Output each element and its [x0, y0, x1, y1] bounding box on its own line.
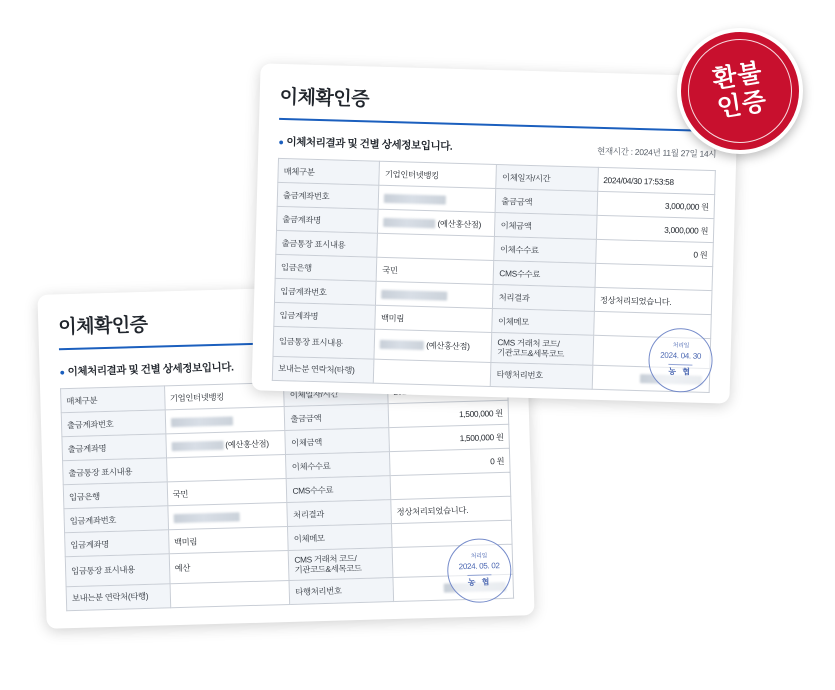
- row-value-withdraw-amount: 3,000,000 원: [597, 191, 715, 218]
- redacted-mask: [171, 441, 223, 451]
- row-value-withdraw-amount: 1,500,000 원: [388, 400, 509, 427]
- redacted-mask: [383, 218, 435, 228]
- redacted-mask: [381, 290, 447, 301]
- row-value-transfer-amount: 3,000,000 원: [596, 215, 714, 242]
- row-label-deposit-account-no: 입금계좌번호: [274, 278, 376, 305]
- row-value-withdraw-account-name: (예산홍산점): [378, 209, 496, 236]
- row-value-sender-contact: [170, 580, 291, 607]
- redacted-mask: [173, 512, 239, 523]
- row-label-cms-code: CMS 거래처 코드/ 기관코드&세목코드: [289, 548, 393, 581]
- row-value-deposit-passbook-memo: 예산: [169, 550, 290, 583]
- row-value-result: 정상처리되었습니다.: [391, 496, 512, 523]
- row-label-other-bank-no: 타행처리번호: [289, 577, 393, 604]
- row-label-sender-contact: 보내는분 연락처(타행): [272, 356, 374, 383]
- row-value-cms-fee: [390, 472, 511, 499]
- row-value-deposit-account-name: 백미림: [168, 526, 289, 553]
- row-value-transfer-amount: 1,500,000 원: [389, 424, 510, 451]
- receipt-title: 이체확인증: [58, 314, 148, 339]
- row-value-sender-contact: [374, 359, 492, 386]
- receipt-subtitle: ● 이체처리결과 및 건별 상세정보입니다.: [59, 361, 234, 379]
- badge-line-1: 환불: [710, 57, 765, 94]
- row-label-deposit-bank: 입금은행: [63, 482, 167, 509]
- row-label-transfer-datetime: 이체일자/시간: [284, 380, 388, 407]
- row-label-other-bank-no: 타행처리번호: [491, 362, 593, 389]
- row-value-cms-fee: [595, 263, 713, 290]
- row-label-deposit-account-name: 입금계좌명: [274, 302, 376, 329]
- bullet-icon: ●: [59, 367, 65, 378]
- row-value-deposit-passbook-memo: (예산홍산점): [374, 329, 492, 362]
- row-label-transfer-memo: 이체메모: [288, 524, 392, 551]
- bullet-icon: ●: [278, 136, 284, 148]
- row-label-withdraw-amount: 출금금액: [285, 404, 389, 431]
- seal-label: 처리일: [672, 343, 690, 350]
- row-label-withdraw-account-name: 출금계좌명: [62, 434, 166, 461]
- row-value-withdraw-account-name: (예산홍산점): [165, 431, 286, 458]
- row-label-withdraw-account-no: 출금계좌번호: [61, 410, 165, 437]
- row-value-result: 정상처리되었습니다.: [594, 287, 712, 314]
- receipt-title: 이체확인증: [279, 86, 370, 111]
- row-label-transfer-fee: 이체수수료: [286, 452, 390, 479]
- row-label-transfer-memo: 이체메모: [492, 308, 594, 335]
- seal-label: 처리일: [470, 553, 488, 561]
- row-label-withdraw-amount: 출금금액: [496, 189, 598, 216]
- row-label-transfer-amount: 이체금액: [495, 213, 597, 240]
- receipt-header: [279, 82, 718, 132]
- row-label-deposit-passbook-memo: 입금통장 표시내용: [273, 326, 375, 359]
- table-body: [61, 376, 514, 610]
- redacted-mask: [171, 416, 233, 427]
- row-label-deposit-account-no: 입금계좌번호: [64, 506, 168, 533]
- transfer-receipt-card-1[interactable]: [252, 63, 739, 403]
- badge-line-2: 인증: [715, 87, 770, 123]
- row-value-transfer-fee: 0 원: [595, 239, 713, 266]
- row-value-transfer-datetime: 2024/04/30 17:53:58: [597, 167, 715, 194]
- row-value-transfer-fee: 0 원: [390, 448, 511, 475]
- row-label-result: 처리결과: [287, 500, 391, 527]
- row-label-deposit-account-name: 입금계좌명: [65, 530, 169, 557]
- row-value-withdraw-memo: [377, 233, 495, 260]
- seal-org: 농 협: [468, 574, 492, 588]
- redacted-mask: [384, 194, 446, 205]
- seal-org: 농 협: [668, 364, 692, 378]
- row-value-media-type: 기업인터넷뱅킹: [164, 383, 285, 410]
- row-label-media-type: 매체구분: [61, 386, 165, 413]
- row-label-cms-fee: CMS수수료: [287, 476, 391, 503]
- receipt-subtitle: ● 이체처리결과 및 건별 상세정보입니다.: [278, 136, 453, 153]
- row-value-deposit-bank: 국민: [376, 257, 494, 284]
- row-label-sender-contact: 보내는분 연락처(타행): [66, 584, 170, 611]
- row-label-transfer-fee: 이체수수료: [494, 236, 596, 263]
- row-value-media-type: 기업인터넷뱅킹: [379, 161, 497, 188]
- row-value-deposit-account-no: [376, 281, 494, 308]
- row-label-withdraw-memo: 출금통장 표시내용: [63, 458, 167, 485]
- row-label-cms-code: CMS 거래처 코드/ 기관코드&세목코드: [491, 332, 593, 365]
- row-label-deposit-bank: 입금은행: [275, 254, 377, 281]
- row-label-withdraw-memo: 출금통장 표시내용: [276, 230, 378, 257]
- transfer-detail-table-2: [60, 376, 514, 611]
- row-value-withdraw-memo: [166, 455, 287, 482]
- row-label-cms-fee: CMS수수료: [494, 260, 596, 287]
- row-label-withdraw-account-name: 출금계좌명: [277, 206, 379, 233]
- row-label-withdraw-account-no: 출금계좌번호: [277, 182, 379, 209]
- seal-date: 2024. 05. 02: [458, 561, 500, 572]
- row-value-withdraw-account-no: [378, 185, 496, 212]
- row-label-media-type: 매체구분: [278, 158, 380, 185]
- row-label-transfer-datetime: 이체일자/시간: [496, 165, 598, 192]
- redacted-mask: [380, 340, 424, 350]
- row-value-deposit-bank: 국민: [167, 478, 288, 505]
- seal-date: 2024. 04. 30: [660, 350, 702, 362]
- current-time: 현재시간 : 2024년 11월 27일 14시: [596, 145, 717, 160]
- row-label-transfer-amount: 이체금액: [285, 428, 389, 455]
- row-value-deposit-account-no: [167, 502, 288, 529]
- row-label-deposit-passbook-memo: 입금통장 표시내용: [65, 554, 169, 587]
- row-label-result: 처리결과: [493, 284, 595, 311]
- row-value-withdraw-account-no: [165, 407, 286, 434]
- row-value-deposit-account-name: 백미림: [375, 305, 493, 332]
